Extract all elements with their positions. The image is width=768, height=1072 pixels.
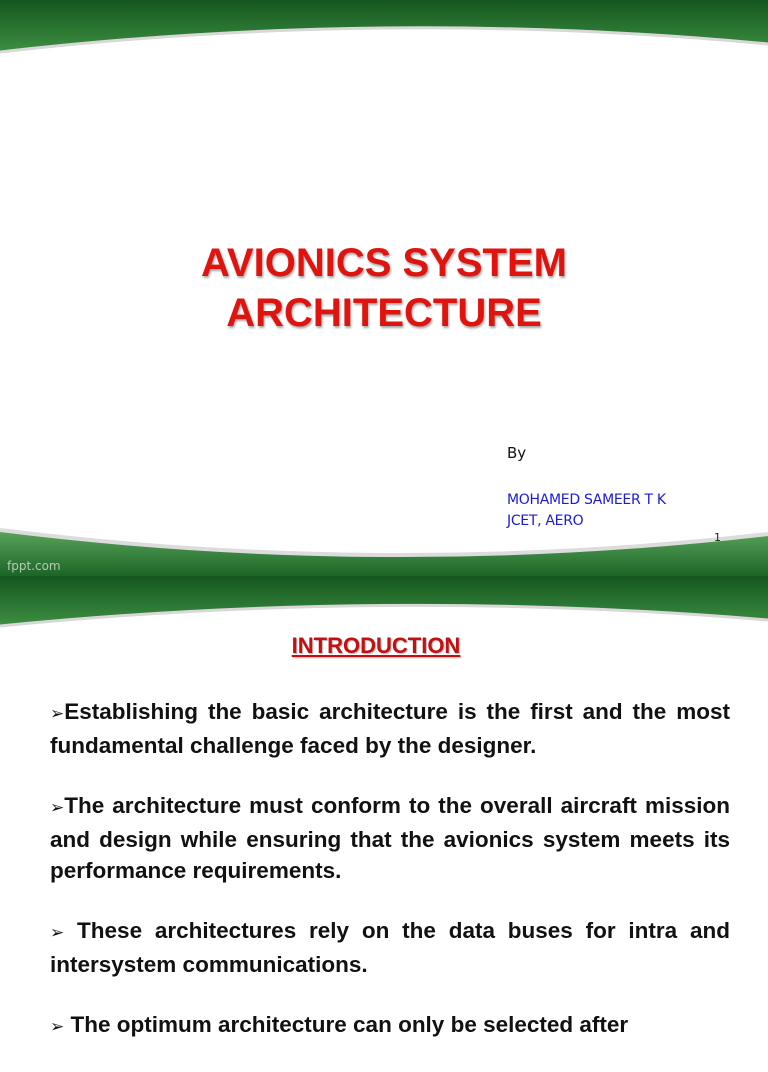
bullet-text: These architectures rely on the data buses for intra and intersystem communications.: [50, 918, 730, 977]
bullet-arrow-icon: ➢: [50, 923, 65, 943]
by-label: By: [507, 444, 527, 462]
bullet-list: [50, 696, 730, 1072]
bullet-arrow-icon: ➢: [50, 798, 65, 818]
top-green-band: [0, 0, 768, 52]
bullet-item: [50, 1009, 730, 1043]
author-name: MOHAMED SAMEER T K: [507, 492, 666, 508]
top-green-band: [0, 576, 768, 626]
slide-title: [84, 238, 684, 338]
title-line: AVIONICS SYSTEM: [201, 241, 567, 285]
title-line: ARCHITECTURE: [226, 291, 542, 335]
author-block: [507, 490, 666, 532]
watermark: fppt.com: [7, 559, 61, 573]
bullet-arrow-icon: ➢: [50, 1017, 65, 1037]
bullet-item: [50, 790, 730, 886]
slide-heading: INTRODUCTION: [291, 633, 461, 658]
author-affiliation: JCET, AERO: [507, 513, 584, 529]
bullet-text: Establishing the basic architecture is the first and the most fundamental challenge faced by the designer.: [50, 699, 730, 758]
bullet-item: [50, 696, 730, 761]
bullet-text: The optimum architecture can only be selected after: [64, 1012, 629, 1037]
bullet-arrow-icon: ➢: [50, 704, 65, 724]
content-slide: [0, 576, 768, 1037]
bullet-item: [50, 915, 730, 980]
bullet-text: The architecture must conform to the overall aircraft mission and design while ensuring that the avionics system meets its performance requirements.: [50, 793, 730, 883]
page-number: 1: [714, 531, 721, 544]
